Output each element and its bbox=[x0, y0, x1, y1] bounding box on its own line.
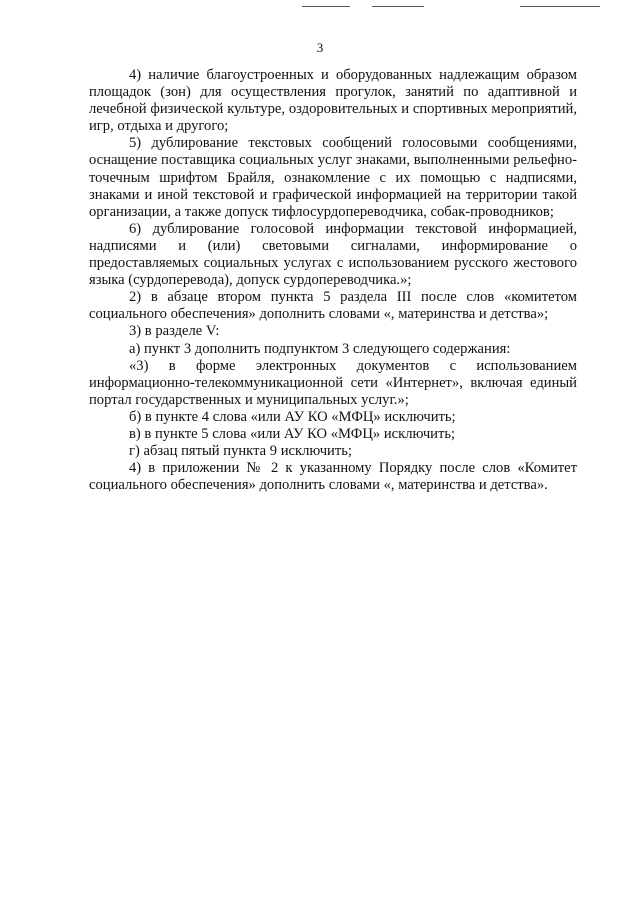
scan-edge-line bbox=[302, 6, 350, 7]
page-number: 3 bbox=[316, 40, 324, 55]
paragraph-subitem-b: б) в пункте 4 слова «или АУ КО «МФЦ» исключить; bbox=[129, 408, 456, 425]
paragraph-item-5: 5) дублирование текстовых сообщений голосовыми сообщениями, оснащение поставщика социальных услуг знаками, выполненными рельефно-точечным шрифтом Брайля, ознакомление с их помощью с надписями, знаками и иной текстовой и графической информацией на территории такой организации, а также допуск тифлосурдопереводчика, собак-проводников; bbox=[89, 135, 577, 220]
paragraph-subitem-a: а) пункт 3 дополнить подпунктом 3 следующего содержания: bbox=[129, 340, 511, 357]
paragraph-item-4: 4) наличие благоустроенных и оборудованных надлежащим образом площадок (зон) для осуществления прогулок, занятий по адаптивной и лечебной физической культуре, оздоровительных и спортивных мероприятий, игр, отдыха и другого; bbox=[89, 67, 577, 135]
paragraph-quoted-subitem-3: «3) в форме электронных документов с использованием информационно-телекоммуникационной сети «Интернет», включая единый портал государственных и муниципальных услуг.»; bbox=[89, 357, 577, 408]
paragraph-amendment-2: 2) в абзаце втором пункта 5 раздела III после слов «комитетом социального обеспечения» дополнить словами «, материнства и детства»; bbox=[89, 289, 577, 323]
scan-edge-line bbox=[372, 6, 424, 7]
document-body bbox=[89, 67, 577, 494]
paragraph-item-6: 6) дублирование голосовой информации текстовой информацией, надписями и (или) световыми сигналами, информирование о предоставляемых социальных услугах с использованием русского жестового языка (сурдоперевода), допуск сурдопереводчика.»; bbox=[89, 220, 577, 289]
paragraph-amendment-4: 4) в приложении № 2 к указанному Порядку после слов «Комитет социального обеспечения» дополнить словами «, материнства и детства». bbox=[89, 460, 577, 494]
paragraph-amendment-3: 3) в разделе V: bbox=[129, 323, 220, 340]
paragraph-subitem-g: г) абзац пятый пункта 9 исключить; bbox=[129, 443, 352, 460]
scan-edge-line bbox=[520, 6, 600, 7]
paragraph-subitem-v: в) в пункте 5 слова «или АУ КО «МФЦ» исключить; bbox=[129, 425, 456, 442]
